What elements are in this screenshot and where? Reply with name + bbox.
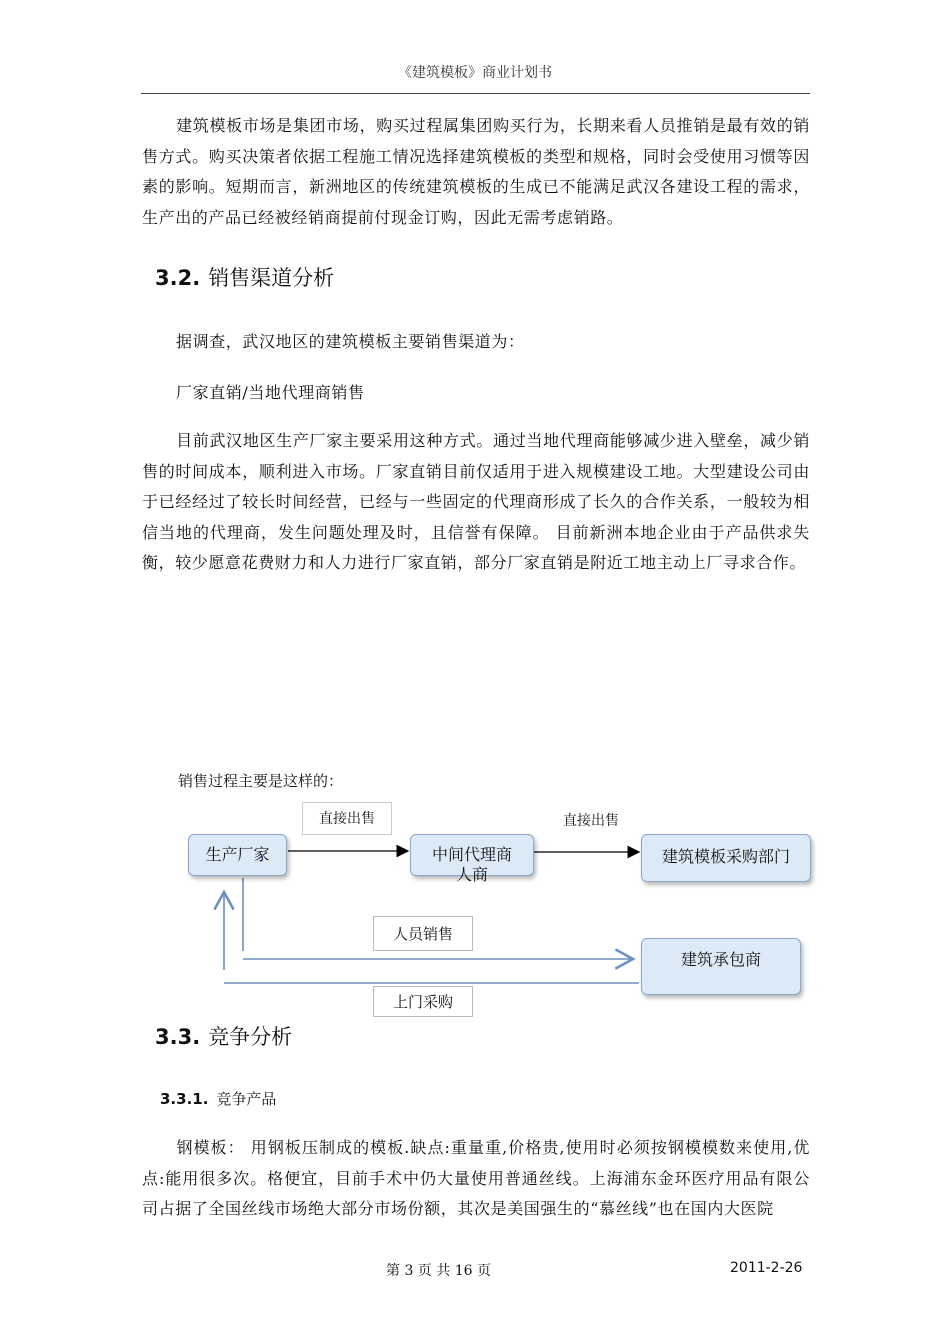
section-title: 销售渠道分析 — [208, 266, 335, 290]
subsection-title: 竞争产品 — [216, 1090, 277, 1108]
section-title: 竞争分析 — [208, 1025, 293, 1049]
node-manufacturer: 生产厂家 — [188, 834, 287, 876]
node-agent — [410, 834, 534, 884]
node-agent-line1: 中间代理商 — [431, 845, 512, 864]
node-contractor: 建筑承包商 — [641, 938, 801, 995]
section-number: 3.2. — [155, 266, 201, 290]
competition-paragraph — [142, 1133, 810, 1226]
footer-date: 2011-2-26 — [730, 1260, 803, 1276]
section-3-3-heading — [155, 1021, 292, 1051]
node-agent-line2: 人商 — [455, 865, 488, 884]
channel-paragraph-text: 目前武汉地区生产厂家主要采用这种方式。通过当地代理商能够减少进入壁垒，减少销售的时间成本，顺利进入市场。厂家直销目前仅适用于进入规模建设工地。大型建设公司由于已经经过了较长时间经营，已经与一些固定的代理商形成了长久的合作关系，一般较为相信当地的代理商，发生问题处理及时，且信誉有保障。 目前新洲本地企业由于产品供求失衡，较少愿意花费财力和人力进行厂家直销，部分厂家直销是附近工地主动上厂寻求合作。 — [142, 431, 810, 572]
label-personal-sales: 人员销售 — [373, 916, 473, 951]
label-door-purchase: 上门采购 — [373, 986, 473, 1017]
section-number: 3.3. — [155, 1025, 201, 1049]
label-direct-sale-1: 直接出售 — [302, 802, 392, 835]
subsection-number: 3.3.1. — [160, 1090, 209, 1108]
diagram-title: 销售过程主要是这样的： — [178, 772, 344, 790]
intro-paragraph-text: 建筑模板市场是集团市场，购买过程属集团购买行为，长期来看人员推销是最有效的销售方式。购买决策者依据工程施工情况选择建筑模板的类型和规格，同时会受使用习惯等因素的影响。短期而言，新洲地区的传统建筑模板的生成已不能满足武汉各建设工程的需求，生产出的产品已经被经销商提前付现金订购，因此无需考虑销路。 — [142, 116, 810, 227]
competition-paragraph-text: 钢模板： 用钢板压制成的模板.缺点:重量重,价格贵,使用时必须按钢模模数来使用,优点:能用很多次。格便宜，目前手术中仍大量使用普通丝线。上海浦东金环医疗用品有限公司占据了全国丝线市场绝大部分市场份额，其次是美国强生的“慕丝线”也在国内大医院 — [142, 1138, 810, 1218]
page-header-title: 《建筑模板》商业计划书 — [398, 65, 552, 81]
label-direct-sale-2: 直接出售 — [563, 813, 619, 829]
channel-line: 厂家直销/当地代理商销售 — [176, 383, 365, 402]
subsection-3-3-1-heading — [160, 1088, 276, 1109]
survey-line: 据调查，武汉地区的建筑模板主要销售渠道为： — [176, 332, 525, 351]
footer-page-number: 第 3 页 共 16 页 — [386, 1263, 491, 1279]
node-purchasing-dept: 建筑模板采购部门 — [641, 834, 811, 882]
